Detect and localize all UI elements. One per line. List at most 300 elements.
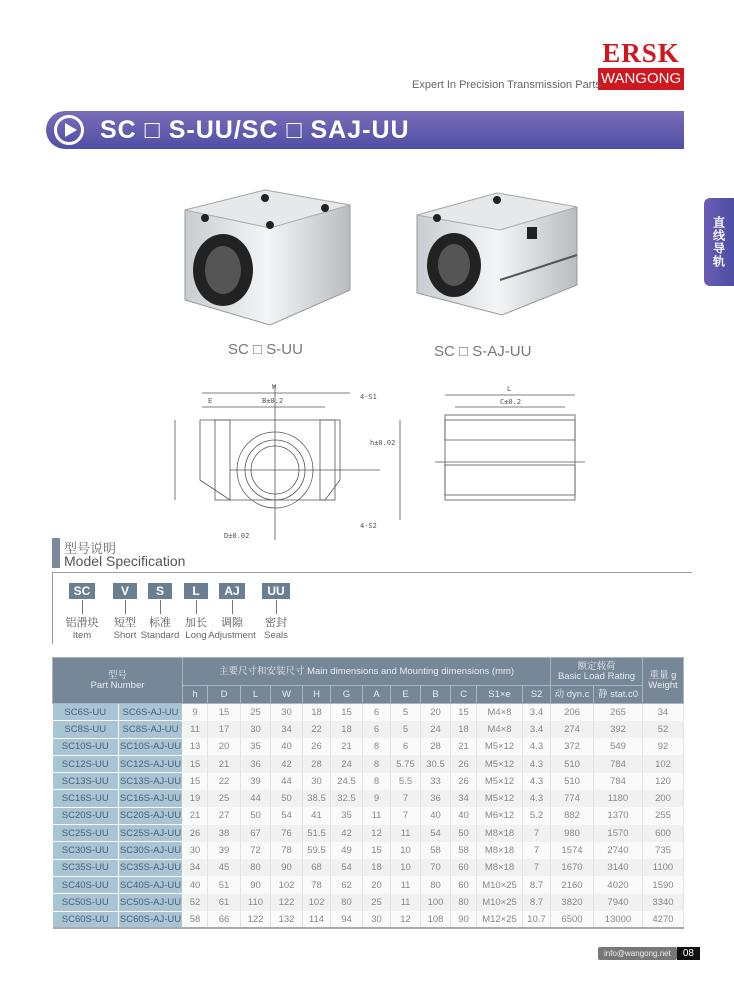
value-cell: 78	[271, 842, 303, 859]
value-cell: 122	[271, 894, 303, 911]
code-en: Adjustment	[208, 630, 256, 641]
value-cell: 4.3	[523, 790, 551, 807]
value-cell: 206	[551, 704, 594, 721]
value-cell: 15	[451, 704, 477, 721]
value-cell: 735	[643, 842, 684, 859]
code-tag: V	[113, 583, 137, 599]
value-cell: M10×25	[477, 876, 523, 893]
col-header: S2	[523, 686, 551, 704]
value-cell: 9	[363, 790, 391, 807]
value-cell: 11	[363, 807, 391, 824]
value-cell: 40	[271, 738, 303, 755]
value-cell: 28	[303, 755, 331, 772]
col-header: G	[331, 686, 363, 704]
value-cell: 90	[271, 859, 303, 876]
value-cell: 26	[451, 773, 477, 790]
spec-code-aj	[207, 582, 257, 641]
value-cell: 21	[331, 738, 363, 755]
value-cell: 6500	[551, 911, 594, 928]
part-number-cell: SC35S-UU	[53, 859, 119, 876]
value-cell: 6	[363, 704, 391, 721]
value-cell: 4.3	[523, 738, 551, 755]
value-cell: 44	[271, 773, 303, 790]
value-cell: 22	[208, 773, 241, 790]
value-cell: M8×18	[477, 825, 523, 842]
value-cell: 54	[331, 859, 363, 876]
value-cell: 20	[421, 704, 451, 721]
part-number-cell: SC20S-UU	[53, 807, 119, 824]
value-cell: 15	[208, 704, 241, 721]
value-cell: 58	[183, 911, 208, 928]
value-cell: 10	[391, 842, 421, 859]
value-cell: 54	[271, 807, 303, 824]
value-cell: 3.4	[523, 704, 551, 721]
value-cell: 35	[241, 738, 271, 755]
value-cell: 274	[551, 721, 594, 738]
value-cell: 1100	[643, 859, 684, 876]
tagline: Expert In Precision Transmission Parts	[412, 79, 601, 91]
value-cell: 549	[594, 738, 643, 755]
value-cell: 50	[241, 807, 271, 824]
value-cell: 25	[241, 704, 271, 721]
value-cell: 30	[271, 704, 303, 721]
value-cell: 11	[391, 825, 421, 842]
value-cell: 39	[241, 773, 271, 790]
title-banner	[46, 111, 684, 149]
col-header: W	[271, 686, 303, 704]
spec-table	[52, 657, 684, 929]
dim-label-c: C±0.2	[500, 398, 522, 406]
value-cell: 7	[523, 825, 551, 842]
part-number-cell: SC13S-UU	[53, 773, 119, 790]
code-cn: 铝滑块	[65, 617, 99, 629]
value-cell: 1670	[551, 859, 594, 876]
value-cell: 9	[183, 704, 208, 721]
value-cell: 102	[643, 755, 684, 772]
value-cell: 26	[451, 755, 477, 772]
brand-name: ERSK	[602, 38, 680, 68]
spec-title-en: Model Specification	[64, 553, 186, 569]
code-en: Standard	[140, 630, 180, 641]
code-stem	[196, 600, 197, 614]
side-tab[interactable]: 直线导轨	[704, 198, 734, 286]
value-cell: M8×18	[477, 859, 523, 876]
value-cell: 59.5	[303, 842, 331, 859]
value-cell: 7	[523, 842, 551, 859]
code-cn: 加长	[185, 617, 207, 629]
part-number-cell: SC40S-AJ-UU	[119, 876, 183, 893]
value-cell: 19	[183, 790, 208, 807]
value-cell: 21	[208, 755, 241, 772]
value-cell: 3140	[594, 859, 643, 876]
value-cell: 11	[183, 721, 208, 738]
value-cell: 42	[331, 825, 363, 842]
value-cell: 24	[421, 721, 451, 738]
value-cell: 45	[208, 859, 241, 876]
value-cell: 62	[331, 876, 363, 893]
value-cell: M5×12	[477, 755, 523, 772]
value-cell: 882	[551, 807, 594, 824]
value-cell: 8	[363, 738, 391, 755]
value-cell: 26	[303, 738, 331, 755]
code-stem	[276, 600, 277, 614]
part-number-cell: SC30S-UU	[53, 842, 119, 859]
value-cell: 21	[451, 738, 477, 755]
page-title: SC □ S-UU/SC □ SAJ-UU	[100, 115, 410, 144]
value-cell: 24.5	[331, 773, 363, 790]
value-cell: 784	[594, 773, 643, 790]
value-cell: 80	[331, 894, 363, 911]
value-cell: 49	[331, 842, 363, 859]
value-cell: 102	[303, 894, 331, 911]
value-cell: M6×12	[477, 807, 523, 824]
value-cell: 3340	[643, 894, 684, 911]
load-header-en: Basic Load Rating	[557, 670, 636, 682]
value-cell: 7940	[594, 894, 643, 911]
value-cell: 22	[303, 721, 331, 738]
spec-title-cn: 型号说明	[64, 541, 117, 556]
part-number-cell: SC8S-UU	[53, 721, 119, 738]
spec-code-uu	[251, 582, 301, 641]
part-number-cell: SC60S-AJ-UU	[119, 911, 183, 928]
part-number-cell: SC8S-AJ-UU	[119, 721, 183, 738]
value-cell: 8	[363, 773, 391, 790]
value-cell: 2160	[551, 876, 594, 893]
value-cell: 61	[208, 894, 241, 911]
table-row	[53, 721, 684, 738]
value-cell: 30.5	[421, 755, 451, 772]
value-cell: 33	[421, 773, 451, 790]
value-cell: 200	[643, 790, 684, 807]
value-cell: 21	[183, 807, 208, 824]
value-cell: 13	[183, 738, 208, 755]
value-cell: 52	[183, 894, 208, 911]
value-cell: 42	[271, 755, 303, 772]
value-cell: 265	[594, 704, 643, 721]
value-cell: 51.5	[303, 825, 331, 842]
front-view-drawing	[160, 365, 420, 545]
value-cell: 3820	[551, 894, 594, 911]
value-cell: 20	[208, 738, 241, 755]
part-number-header	[53, 658, 183, 704]
value-cell: 980	[551, 825, 594, 842]
value-cell: 15	[331, 704, 363, 721]
table-row	[53, 842, 684, 859]
value-cell: 600	[643, 825, 684, 842]
product-image-s-uu	[175, 180, 360, 330]
value-cell: 80	[241, 859, 271, 876]
value-cell: 102	[271, 876, 303, 893]
value-cell: 50	[451, 825, 477, 842]
value-cell: 8	[363, 755, 391, 772]
value-cell: 392	[594, 721, 643, 738]
value-cell: 255	[643, 807, 684, 824]
value-cell: 11	[391, 876, 421, 893]
col-header: E	[391, 686, 421, 704]
part-number-cell: SC50S-UU	[53, 894, 119, 911]
value-cell: 1570	[594, 825, 643, 842]
value-cell: 27	[208, 807, 241, 824]
col-header: H	[303, 686, 331, 704]
value-cell: 35	[331, 807, 363, 824]
value-cell: 58	[451, 842, 477, 859]
value-cell: 18	[363, 859, 391, 876]
value-cell: 8.7	[523, 894, 551, 911]
play-circle-icon	[54, 115, 84, 145]
code-stem	[125, 600, 126, 614]
value-cell: 58	[421, 842, 451, 859]
product-caption-2: SC □ S-AJ-UU	[434, 343, 532, 360]
dim-label-d: D±0.02	[224, 532, 250, 540]
value-cell: 12	[391, 911, 421, 928]
value-cell: 7	[391, 807, 421, 824]
value-cell: 1180	[594, 790, 643, 807]
value-cell: 15	[183, 773, 208, 790]
footer	[598, 947, 700, 960]
value-cell: 40	[183, 876, 208, 893]
brand-sub: WANGONG	[598, 68, 684, 90]
value-cell: 18	[451, 721, 477, 738]
page-number: 08	[677, 947, 700, 960]
value-cell: 70	[421, 859, 451, 876]
table-row	[53, 859, 684, 876]
weight-header-cn: 重量 g	[649, 669, 677, 681]
value-cell: 34	[451, 790, 477, 807]
value-cell: 50	[271, 790, 303, 807]
code-en: Short	[113, 630, 137, 641]
code-stem	[232, 600, 233, 614]
value-cell: 92	[643, 738, 684, 755]
value-cell: 78	[303, 876, 331, 893]
table-row	[53, 738, 684, 755]
table-row	[53, 755, 684, 772]
col-header: L	[241, 686, 271, 704]
code-stem	[82, 600, 83, 614]
code-cn: 短型	[114, 617, 136, 629]
table-row	[53, 773, 684, 790]
value-cell: 25	[208, 790, 241, 807]
value-cell: 4020	[594, 876, 643, 893]
value-cell: 120	[643, 773, 684, 790]
value-cell: 30	[241, 721, 271, 738]
table-row	[53, 807, 684, 824]
value-cell: 30	[183, 842, 208, 859]
part-number-cell: SC13S-AJ-UU	[119, 773, 183, 790]
value-cell: 36	[421, 790, 451, 807]
value-cell: 60	[451, 859, 477, 876]
value-cell: 36	[241, 755, 271, 772]
code-en: Item	[72, 630, 92, 641]
value-cell: 38	[208, 825, 241, 842]
part-number-cell: SC10S-UU	[53, 738, 119, 755]
value-cell: 4270	[643, 911, 684, 928]
value-cell: 7	[391, 790, 421, 807]
value-cell: 6	[363, 721, 391, 738]
value-cell: 110	[241, 894, 271, 911]
value-cell: 13000	[594, 911, 643, 928]
value-cell: 510	[551, 773, 594, 790]
value-cell: 24	[331, 755, 363, 772]
value-cell: 5	[391, 704, 421, 721]
section-marker	[52, 538, 60, 568]
part-number-cell: SC12S-UU	[53, 755, 119, 772]
value-cell: M5×12	[477, 773, 523, 790]
side-view-drawing	[430, 380, 590, 510]
table-row	[53, 704, 684, 721]
value-cell: 1574	[551, 842, 594, 859]
value-cell: 66	[208, 911, 241, 928]
code-tag: UU	[262, 583, 289, 599]
code-cn: 调隙	[221, 617, 243, 629]
dim-label-s1: 4-S1	[360, 393, 377, 401]
value-cell: 5.2	[523, 807, 551, 824]
value-cell: 1590	[643, 876, 684, 893]
value-cell: 114	[303, 911, 331, 928]
value-cell: 41	[303, 807, 331, 824]
part-number-cell: SC12S-AJ-UU	[119, 755, 183, 772]
code-cn: 标准	[149, 617, 171, 629]
value-cell: 34	[643, 704, 684, 721]
dim-label-e: E	[208, 397, 213, 405]
value-cell: 5.75	[391, 755, 421, 772]
value-cell: 100	[421, 894, 451, 911]
footer-email[interactable]: info@wangong.net	[598, 947, 677, 960]
table-row	[53, 911, 684, 928]
dims-header: 主要尺寸和安装尺寸 Main dimensions and Mounting dimensions (mm)	[183, 658, 551, 686]
value-cell: 25	[363, 894, 391, 911]
value-cell: 67	[241, 825, 271, 842]
value-cell: 72	[241, 842, 271, 859]
part-header-cn: 型号	[107, 669, 127, 681]
value-cell: 28	[421, 738, 451, 755]
weight-header-en: Weight	[648, 679, 678, 691]
dim-label-l: L	[507, 385, 512, 393]
part-number-cell: SC20S-AJ-UU	[119, 807, 183, 824]
value-cell: 510	[551, 755, 594, 772]
code-en: Seals	[264, 630, 288, 641]
value-cell: 34	[183, 859, 208, 876]
part-number-cell: SC25S-UU	[53, 825, 119, 842]
dim-label-w: W	[272, 383, 277, 391]
part-number-cell: SC50S-AJ-UU	[119, 894, 183, 911]
value-cell: 5	[391, 721, 421, 738]
value-cell: M4×8	[477, 721, 523, 738]
brand-logo	[598, 40, 684, 90]
value-cell: 784	[594, 755, 643, 772]
value-cell: 2740	[594, 842, 643, 859]
value-cell: 122	[241, 911, 271, 928]
value-cell: 60	[451, 876, 477, 893]
col-header: A	[363, 686, 391, 704]
col-header: D	[208, 686, 241, 704]
value-cell: 6	[391, 738, 421, 755]
part-number-cell: SC16S-UU	[53, 790, 119, 807]
value-cell: 3.4	[523, 721, 551, 738]
value-cell: 10.7	[523, 911, 551, 928]
load-header-cn: 额定载荷	[577, 660, 616, 672]
part-number-cell: SC6S-AJ-UU	[119, 704, 183, 721]
value-cell: 38.5	[303, 790, 331, 807]
value-cell: M8×18	[477, 842, 523, 859]
value-cell: 30	[303, 773, 331, 790]
load-header	[551, 658, 643, 686]
value-cell: 52	[643, 721, 684, 738]
part-number-cell: SC60S-UU	[53, 911, 119, 928]
value-cell: 54	[421, 825, 451, 842]
dim-label-s2: 4-S2	[360, 522, 377, 530]
value-cell: M12×25	[477, 911, 523, 928]
value-cell: 1370	[594, 807, 643, 824]
col-header: B	[421, 686, 451, 704]
value-cell: M5×12	[477, 738, 523, 755]
code-tag: S	[148, 583, 172, 599]
value-cell: 18	[331, 721, 363, 738]
value-cell: 34	[271, 721, 303, 738]
code-tag: AJ	[219, 583, 244, 599]
table-row	[53, 825, 684, 842]
value-cell: 76	[271, 825, 303, 842]
value-cell: 5.5	[391, 773, 421, 790]
part-number-cell: SC30S-AJ-UU	[119, 842, 183, 859]
dim-label-b: B±0.2	[262, 397, 284, 405]
value-cell: 51	[208, 876, 241, 893]
code-tag: L	[184, 583, 208, 599]
value-cell: 774	[551, 790, 594, 807]
value-cell: 12	[363, 825, 391, 842]
value-cell: 18	[303, 704, 331, 721]
code-tag: SC	[69, 583, 96, 599]
value-cell: 372	[551, 738, 594, 755]
value-cell: 108	[421, 911, 451, 928]
value-cell: 8.7	[523, 876, 551, 893]
value-cell: 132	[271, 911, 303, 928]
value-cell: 4.3	[523, 755, 551, 772]
value-cell: 90	[451, 911, 477, 928]
code-cn: 密封	[265, 617, 287, 629]
value-cell: M4×8	[477, 704, 523, 721]
value-cell: M5×12	[477, 790, 523, 807]
part-number-cell: SC10S-AJ-UU	[119, 738, 183, 755]
table-row	[53, 894, 684, 911]
value-cell: 26	[183, 825, 208, 842]
col-header: C	[451, 686, 477, 704]
col-header: 静 stat.c0	[594, 686, 643, 704]
col-header: h	[183, 686, 208, 704]
table-row	[53, 790, 684, 807]
product-image-s-aj-uu	[412, 185, 582, 320]
value-cell: 20	[363, 876, 391, 893]
value-cell: 90	[241, 876, 271, 893]
part-number-cell: SC35S-AJ-UU	[119, 859, 183, 876]
table-row	[53, 876, 684, 893]
value-cell: M10×25	[477, 894, 523, 911]
product-caption-1: SC □ S-UU	[228, 341, 303, 358]
value-cell: 80	[451, 894, 477, 911]
part-number-cell: SC6S-UU	[53, 704, 119, 721]
value-cell: 7	[523, 859, 551, 876]
value-cell: 94	[331, 911, 363, 928]
value-cell: 15	[363, 842, 391, 859]
value-cell: 4.3	[523, 773, 551, 790]
code-en: Long	[185, 630, 207, 641]
value-cell: 68	[303, 859, 331, 876]
value-cell: 80	[421, 876, 451, 893]
code-stem	[160, 600, 161, 614]
value-cell: 44	[241, 790, 271, 807]
value-cell: 11	[391, 894, 421, 911]
value-cell: 17	[208, 721, 241, 738]
dim-label-h: h±0.02	[370, 439, 396, 447]
